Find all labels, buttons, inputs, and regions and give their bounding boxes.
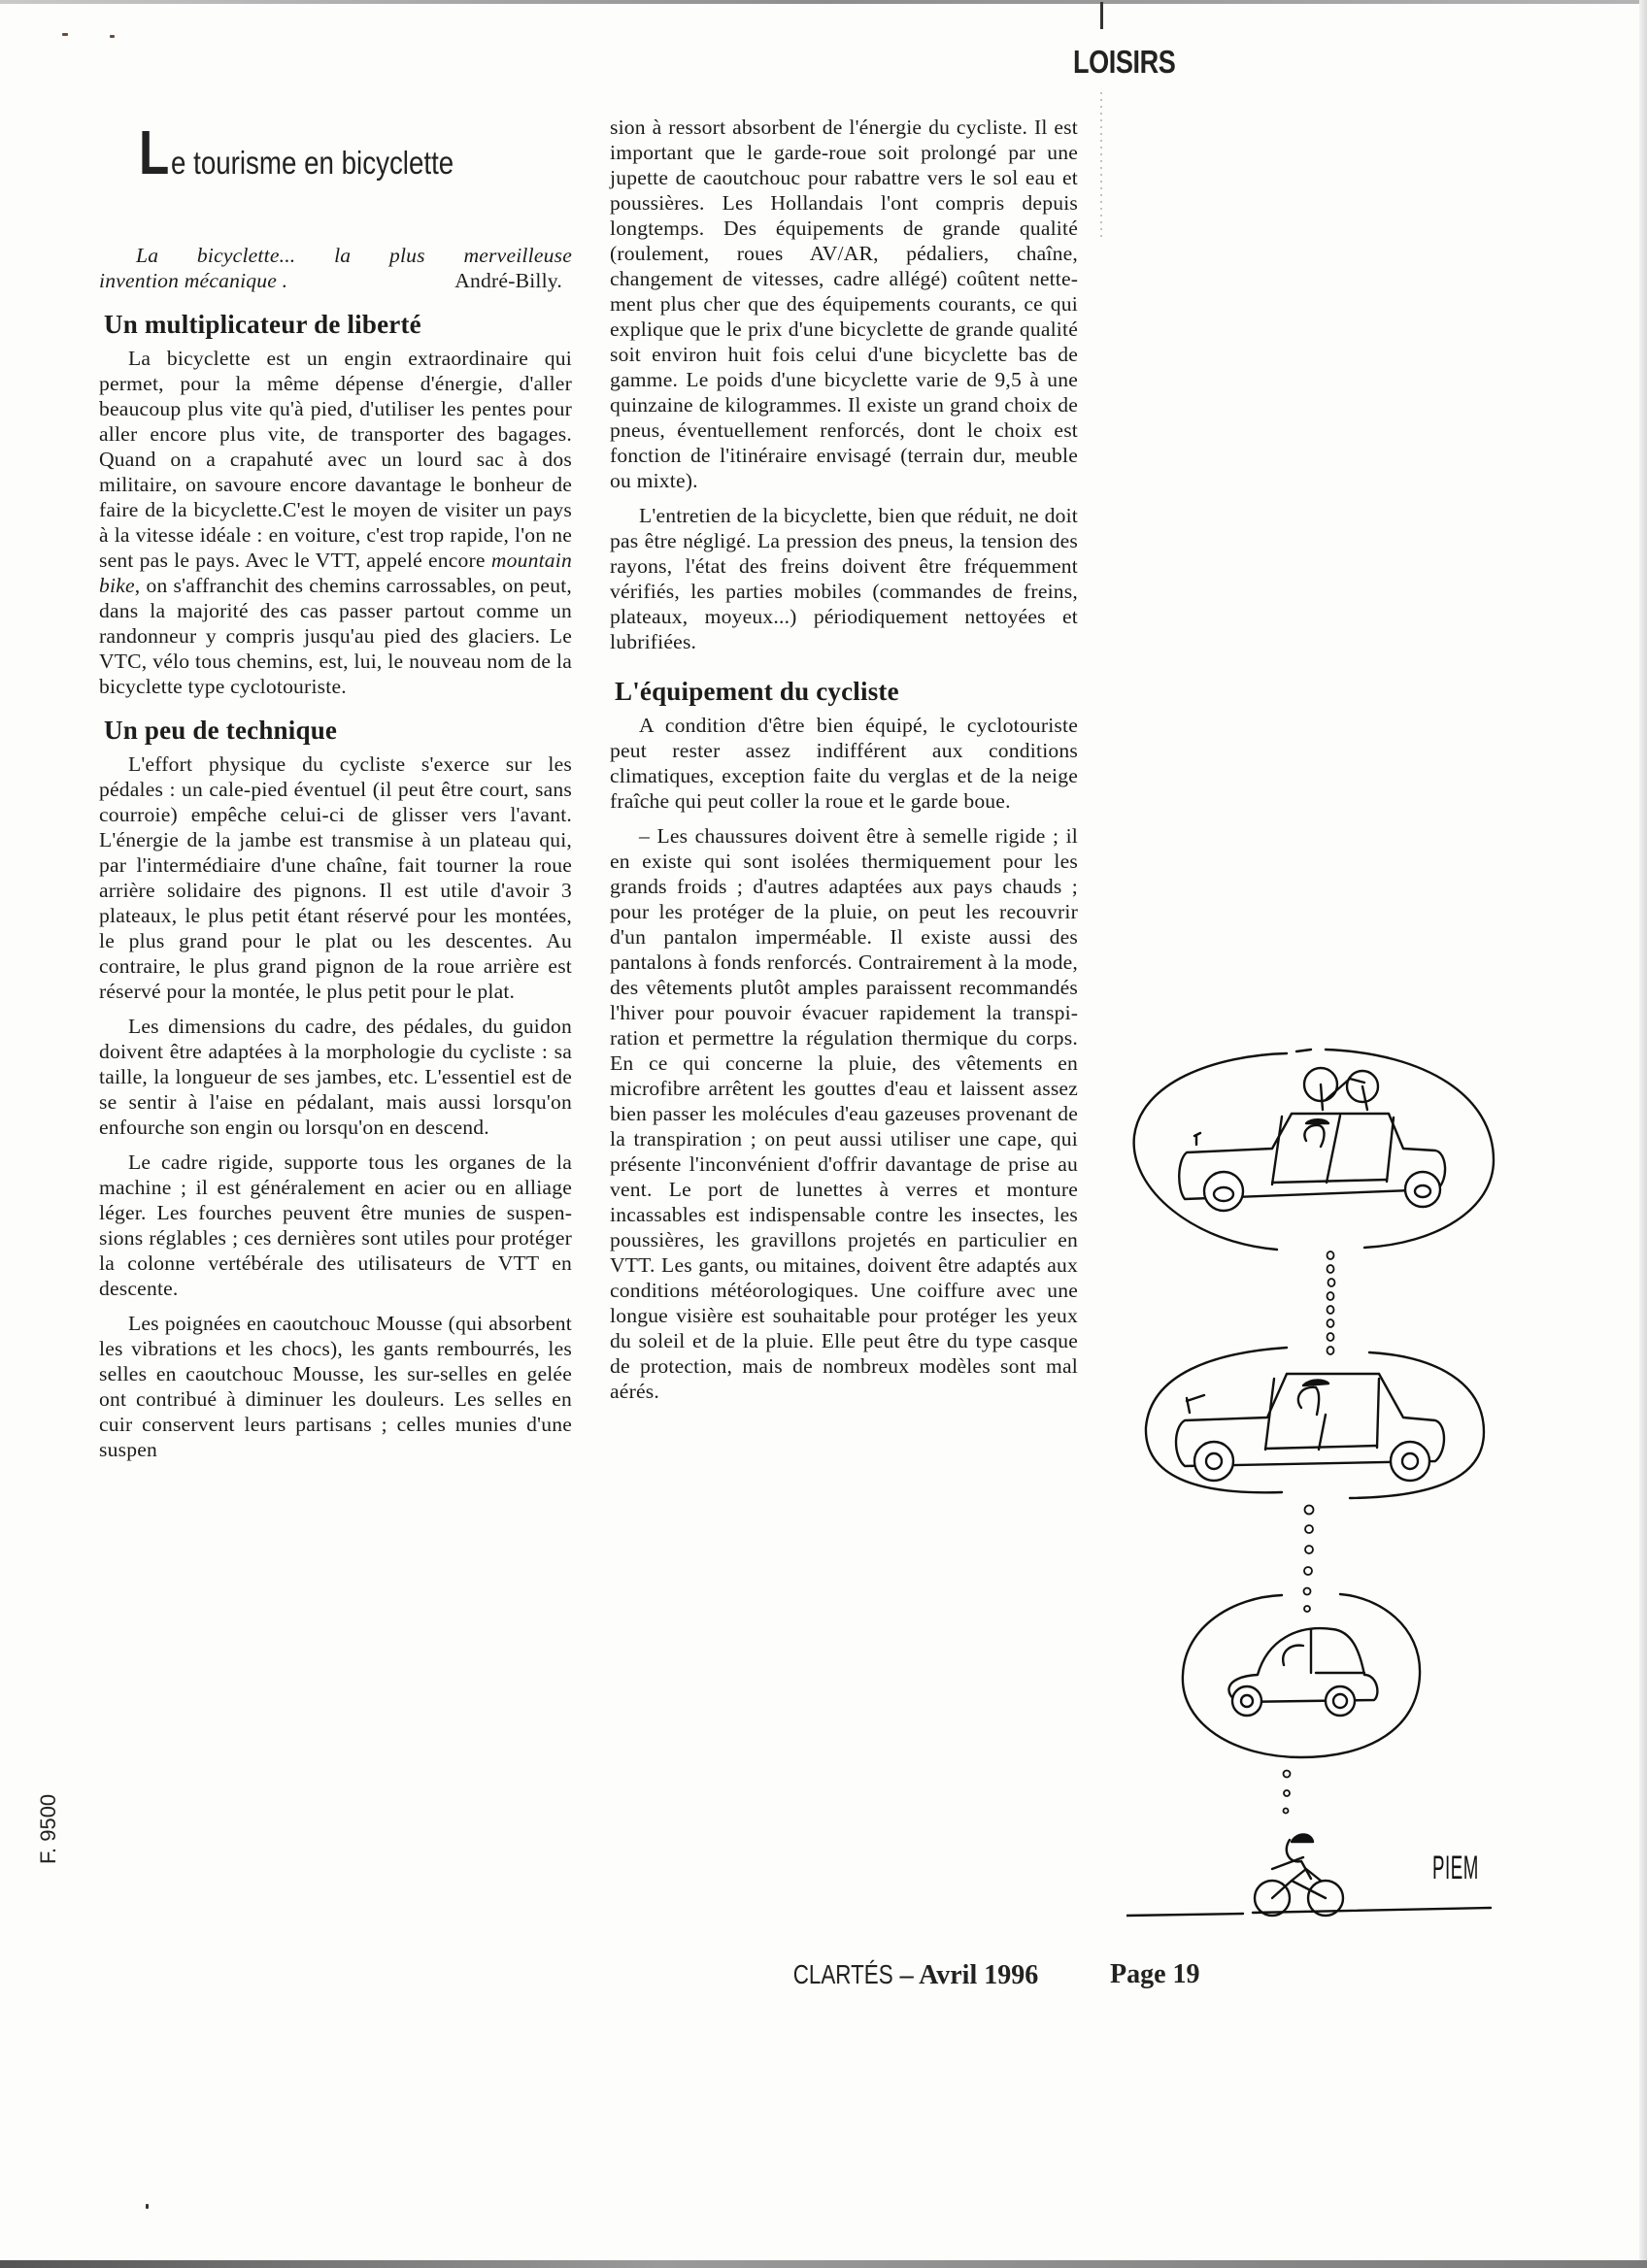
paragraph-text: La bicyclette est un engin extraordinaire qui permet, pour la même dépense d'énergie, d'aller beaucoup plus vite qu'à pied, d'utiliser les pentes pour aller encore plus vite, de transporter des bagages. Quand on a crapahuté avec un lourd sac à dos militaire, on savoure encore davantage le bonheur de faire de la bicyclette.C'est le moyen de visiter un pays à la vitesse idéale : en voiture, c'est trop rapide, l'on ne sent pas le pays. Avec le VTT, appelé encore <box>99 347 572 572</box>
paragraph: A condition d'être bien équipé, le cyclotouriste peut rester assez indifférent aux conditions climatiques, exception faite du verglas et de la neige fraîche qui peut coller la roue et le garde boue. <box>610 714 1078 813</box>
magazine-name: CLARTÉS <box>792 1959 893 1989</box>
paragraph: – Les chaussures doivent être à semelle rigide ; il en existe qui sont isolées thermiquement pour les grands froids ; d'autres adaptées aux pays chauds ; pour les protéger de la pluie, on peut les recouvrir d'un pantalon imperméable. Il existe aussi des pantalons à fonds renforcés. Contrairement à la mode, des vêtements plutôt amples paraissent recommandés l'hiver pour pouvoir évacuer rapidement la transpiration et permettre la régulation thermique du corps. En ce qui concerne la pluie, des vêtements en microfibre arrêtent les gouttes d'eau et laissent assez bien passer les molécules d'eau gazeuses provenant de la transpiration ; on peut aussi utiliser une cape, qui présente l'inconvénient d'offrir davantage de prise au vent. Le port de lunettes à verres et monture incassables est indispensable contre les insectes, les poussières, les gravillons projetés en particulier en VTT. Les gants, ou mitaines, doivent être adaptés aux conditions météorologiques. Une coiffure avec une longue visière est souhaitable pour protéger les yeux du soleil et de la pluie. Elle peut être du type casque de protection, mais de nombreux modèles sont mal aérés. <box>610 824 1078 1403</box>
cartoon-illustration <box>1126 1044 1496 1918</box>
header-rule <box>1100 2 1103 29</box>
issue-date: Avril 1996 <box>919 1960 1039 1990</box>
italic-term: mountain bike <box>99 549 572 597</box>
epigraph-line-2: invention mécanique . <box>99 269 288 292</box>
left-column <box>99 243 572 1472</box>
artist-signature: PIEM <box>1432 1850 1479 1886</box>
thought-dots <box>1328 1251 1335 1354</box>
thought-bubble-small-car <box>1183 1594 1420 1757</box>
thought-dots <box>1304 1506 1314 1613</box>
scan-speck <box>62 33 68 36</box>
paragraph: Les dimensions du cadre, des pédales, du guidon doivent être adaptées à la morphologie du cycliste : sa taille, la longueur de ses jambes, etc. L'essentiel est de se sentir à l'aise en pédalant, mais aussi lorsqu'on enfourche son engin ou lorsqu'on en descend. <box>99 1015 572 1139</box>
title-dropcap: L <box>139 117 170 187</box>
epigraph-author: André-Billy. <box>454 269 562 292</box>
car-with-bikes-icon <box>1179 1068 1445 1211</box>
scan-speck <box>146 2204 149 2209</box>
article-title <box>139 117 508 187</box>
thought-bubble-medium-car <box>1146 1348 1484 1498</box>
paragraph: sion à ressort absorbent de l'énergie du cycliste. Il est important que le garde-roue soit prolongé par une jupette de caoutchouc pour rabattre vers le sol eau et poussières. Les Hollandais l'ont compris depuis longtemps. Des équipements de grande qualité (roulement, roues AV/AR, pédaliers, chaîne, changement de vitesses, cadre allégé) coûtent nettement plus cher que des équipements courants, ce qui explique que le prix d'une bicyclette de grande qualité soit environ huit fois celui d'une bicyclette bas de gamme. Le poids d'une bicyclette varie de 9,5 à une quinzaine de kilogrammes. Il existe un grand choix de pneus, éventuellement renforcés, dont le choix est fonction de l'itinéraire envisagé (terrain dur, meuble ou mixte). <box>610 116 1078 492</box>
epigraph <box>99 243 572 293</box>
page-number: Page 19 <box>1110 1959 1200 1989</box>
paragraph: Le cadre rigide, supporte tous les organes de la machine ; il est généralement en acier ou en alliage léger. Les fourches peuvent être munies de suspensions réglables ; ces dernières sont utiles pour protéger la colonne vertébérale des utilisateurs de VTT en descente. <box>99 1151 572 1300</box>
dotted-rule <box>1100 92 1102 238</box>
section-heading: Un multiplicateur de liberté <box>104 310 421 339</box>
scan-edge-right <box>1639 0 1647 2268</box>
thought-dots <box>1284 1771 1291 1814</box>
scan-edge-top <box>0 0 1647 4</box>
section-heading: Un peu de technique <box>104 716 338 745</box>
section-header: LOISIRS <box>1073 44 1176 80</box>
paragraph: L'entretien de la bicyclette, bien que réduit, ne doit pas être négligé. La pression des pneus, la tension des rayons, l'état des freins doivent être fréquemment vérifiés, les parties mobiles (commandes de freins, plateaux, moyeux...) périodiquement nettoyées et lubrifiées. <box>610 504 1078 653</box>
small-car-icon <box>1228 1628 1377 1716</box>
margin-code: F. 9500 <box>36 1793 60 1864</box>
footer-publication <box>768 1959 1038 1991</box>
car-icon <box>1176 1374 1444 1481</box>
paragraph: L'effort physique du cycliste s'exerce sur les pédales : un cale-pied éventuel (il peut être court, sans courroie) empêche celui-ci de glisser vers l'avant. L'énergie de la jambe est transmise à un plateau qui, par l'intermédiaire d'une chaîne, fait tourner la roue arrière solidaire des pignons. Il est utile d'avoir 3 plateaux, le plus petit étant réservé pour les montées, le plus grand pour le plat ou les descentes. Au contraire, le plus grand pignon de la roue arrière est réservé pour la montée, le plus petit pour le plat. <box>99 752 572 1003</box>
scan-speck <box>110 35 115 38</box>
ground-line <box>1126 1908 1491 1916</box>
paragraph <box>99 346 572 699</box>
paragraph: Les poignées en caoutchouc Mousse (qui absorbent les vibrations et les chocs), les gants rembourrés, les selles en caoutchouc Mousse, les sur-selles en gelée ont contribué à diminuer les douleurs. Les selles en cuir conservent leurs partisans ; celles munies d'une suspen <box>99 1312 572 1461</box>
paragraph-text: , on s'affranchit des chemins carrossables, on peut, dans la majorité des cas passer partout comme un randonneur y compris jusqu'au pied des glaciers. Le VTC, vélo tous chemins, est, lui, le nouveau nom de la bicyclette type cyclotouriste. <box>99 574 572 698</box>
epigraph-line-1: La bicyclette... la plus merveilleuse <box>136 244 572 267</box>
cyclist-icon <box>1255 1835 1343 1917</box>
right-column <box>610 115 1078 1414</box>
scan-edge-bottom <box>0 2260 1647 2268</box>
title-text: e tourisme en bicyclette <box>171 145 454 181</box>
thought-bubble-large-car <box>1134 1050 1494 1250</box>
section-heading: L'équipement du cycliste <box>615 677 899 706</box>
footer-separator: – <box>892 1960 920 1990</box>
